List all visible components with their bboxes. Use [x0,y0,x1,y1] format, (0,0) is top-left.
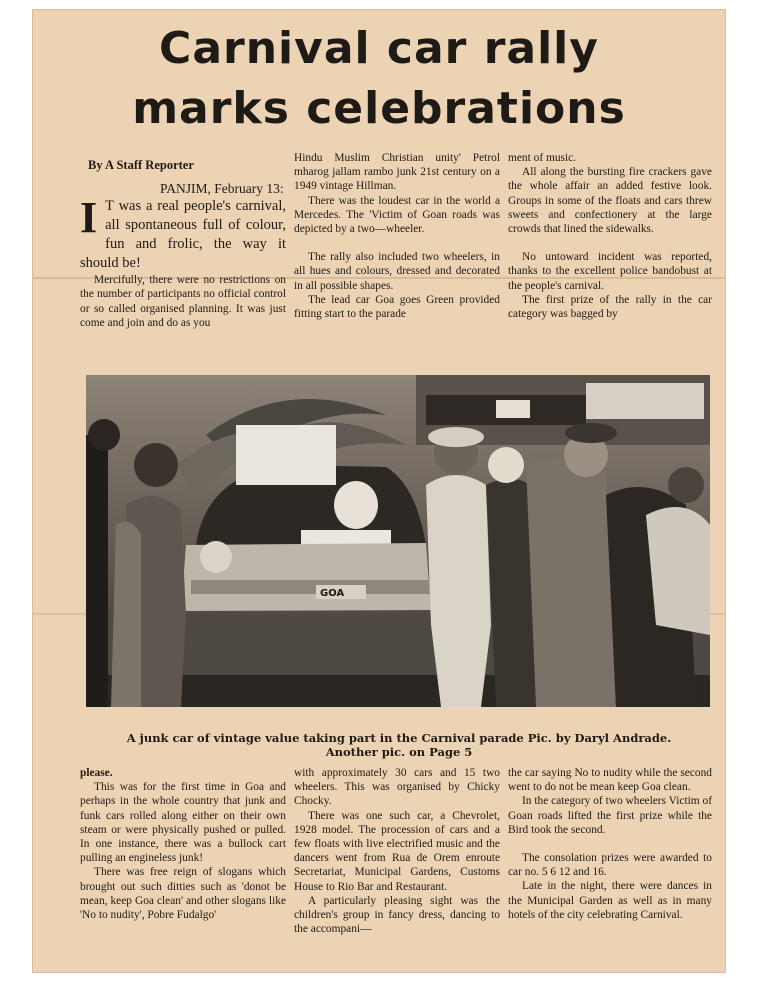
paragraph: No untoward incident was reported, thanks to the excellent police bandobust at the people's carnival. [508,251,712,292]
paragraph: The rally also included two wheelers, in all hues and colours, dressed and decorated in all possible shapes. [294,251,500,292]
caption-line-1: A junk car of vintage value taking part in the Carnival parade Pic. by Daryl Andrade. [126,731,672,745]
paragraph: There was the loudest car in the world a Mercedes. The 'Victim of Goan roads was depicted by a two—wheeler. [294,194,500,236]
headline [32,19,726,139]
drop-cap: I [80,193,98,243]
column-1-top [80,152,286,352]
paragraph: The consolation prizes were awarded to car no. 5 6 12 and 16. [508,852,712,879]
column-3-top [508,151,712,351]
photo-caption [92,732,706,759]
paragraph: please. [80,767,113,779]
carnival-photo [86,375,710,707]
column-2-bottom [294,766,500,966]
newspaper-clipping [32,9,726,973]
headline-line-2: marks celebrations [132,83,626,134]
column-2-top [294,151,500,351]
paragraph: with approximately 30 cars and 15 two wheelers. This was organised by Chicky Chocky. [294,767,500,808]
column-1-bottom [80,766,286,966]
headline-line-1: Carnival car rally [159,23,599,74]
column-3-bottom [508,766,712,966]
paragraph: ment of music. [508,152,577,164]
dateline: PANJIM, February 13: [160,181,284,197]
paragraph: Mercifully, there were no restrictions on the number of participants no official control or so called organised planning. It was just come and join and do as you [80,274,286,329]
paragraph: A particularly pleasing sight was the children's group in fancy dress, dancing to the accompani— [294,894,500,936]
paragraph: the car saying No to nudity while the second went to do not be mean keep Goa clean. [508,767,712,794]
paragraph: In the category of two wheelers Victim of Goan roads lifted the first prize while the Bird took the second. [508,795,712,836]
car-number-plate: GOA [320,588,345,599]
lead-paragraph [80,193,286,273]
paragraph: There was one such car, a Chevrolet, 1928 model. The procession of cars and a few floats with live electrified music and the dancers went from Rua de Orem enroute Secretariat, Municipal Gardens, Customs House to Rio Bar and Restaurant. [294,809,500,893]
lead-text: T was a real people's carnival, all spontaneous full of colour, fun and frolic, the way it should be! [80,198,286,272]
paragraph: The lead car Goa goes Green provided fitting start to the parade [294,293,500,321]
paragraph: Hindu Muslim Christian unity' Petrol mharog jallam rambo junk 21st century on a 1949 vintage Hillman. [294,152,500,193]
photo-illustration [86,375,710,707]
paragraph: This was for the first time in Goa and perhaps in the whole country that junk and funk cars rolled along either on their own steam or were physically pushed or pulled. In one instance, there was a bullock cart pulling an engineless junk! [80,781,286,865]
byline: By A Staff Reporter [88,158,194,172]
paragraph: Late in the night, there were dances in the Municipal Garden as well as in many hotels of the city celebrating Carnival. [508,880,712,921]
paragraph: All along the bursting fire crackers gave the whole affair an added festive look. Groups in some of the floats and cars threw sweets and confectionery at the large crowds that lined the sidewalks. [508,166,712,236]
paragraph: There was free reign of slogans which brought out such ditties such as 'donot be mean, keep Goa clean' and other slogans like 'No to nudity', Pobre Fudalgo' [80,866,286,922]
caption-line-2: Another pic. on Page 5 [325,744,473,759]
paragraph: The first prize of the rally in the car category was bagged by [508,293,712,321]
